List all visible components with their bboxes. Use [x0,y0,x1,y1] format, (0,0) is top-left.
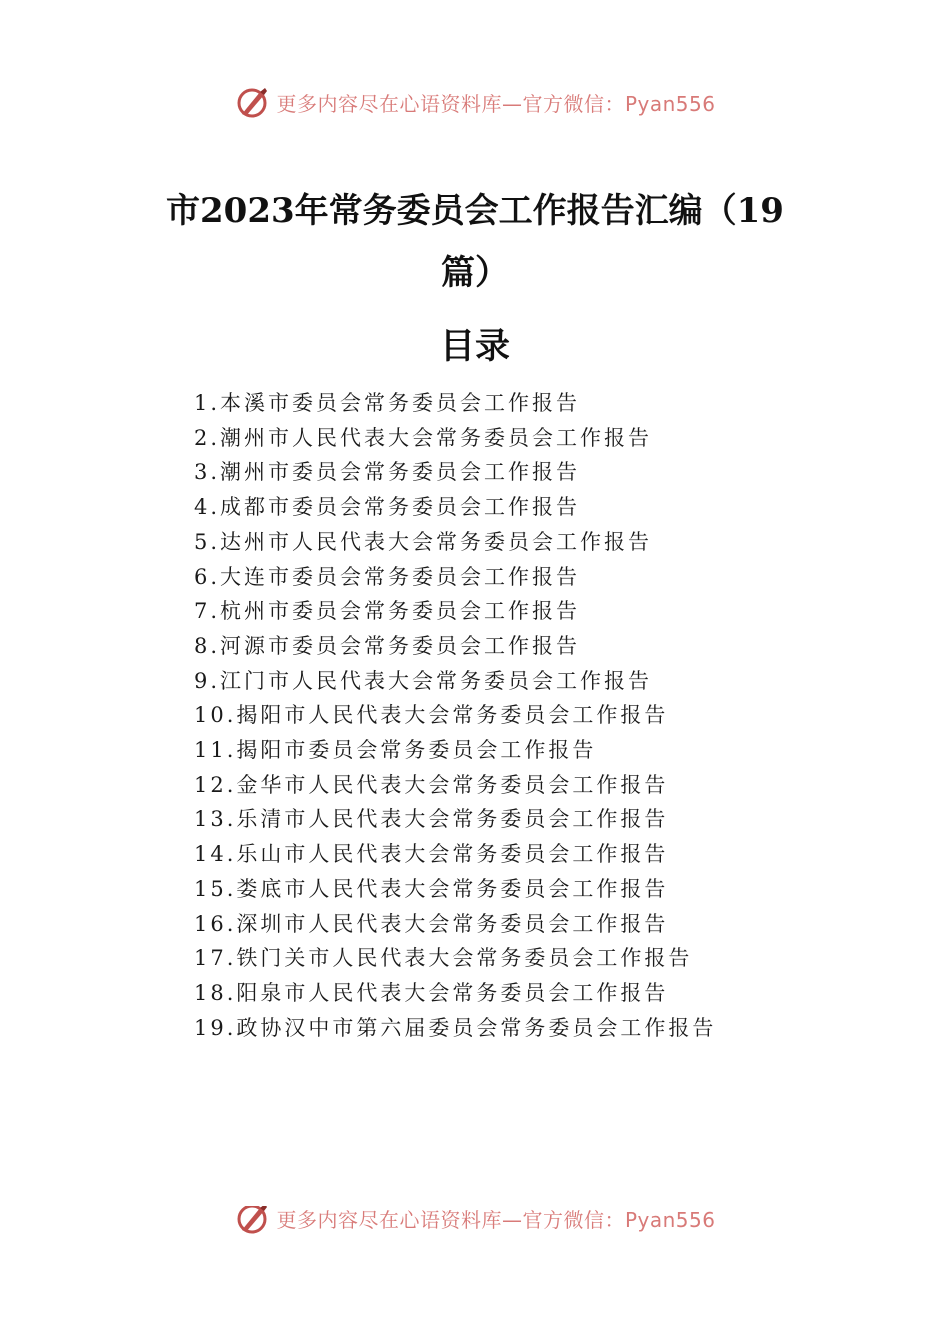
header-banner [0,84,950,120]
toc-item[interactable]: 19.政协汉中市第六届委员会常务委员会工作报告 [194,1015,717,1040]
toc-heading: 目录 [439,326,510,367]
toc-item[interactable]: 16.深圳市人民代表大会常务委员会工作报告 [194,911,669,936]
toc-item[interactable]: 12.金华市人民代表大会常务委员会工作报告 [194,772,669,797]
toc-item[interactable]: 5.达州市人民代表大会常务委员会工作报告 [194,529,653,554]
footer-banner [0,1206,950,1242]
table-of-contents [194,386,716,1045]
toc-item[interactable]: 15.娄底市人民代表大会常务委员会工作报告 [194,876,669,901]
toc-item[interactable]: 18.阳泉市人民代表大会常务委员会工作报告 [194,980,669,1005]
toc-item[interactable]: 1.本溪市委员会常务委员会工作报告 [194,391,581,415]
toc-item[interactable]: 17.铁门关市人民代表大会常务委员会工作报告 [194,946,693,971]
toc-item[interactable]: 7.杭州市委员会常务委员会工作报告 [194,599,581,624]
toc-item[interactable]: 8.河源市委员会常务委员会工作报告 [194,633,581,658]
toc-item[interactable]: 2.潮州市人民代表大会常务委员会工作报告 [194,425,653,450]
pen-logo-icon [234,84,270,120]
pen-logo-icon [234,1206,270,1236]
toc-item[interactable]: 4.成都市委员会常务委员会工作报告 [194,495,581,520]
footer-banner-text: 更多内容尽在心语资料库—官方微信：Pyan556 [276,1207,716,1232]
document-title [0,180,950,304]
toc-item[interactable]: 10.揭阳市人民代表大会常务委员会工作报告 [194,703,669,728]
toc-item[interactable]: 3.潮州市委员会常务委员会工作报告 [194,460,581,485]
toc-item[interactable]: 14.乐山市人民代表大会常务委员会工作报告 [194,842,669,867]
document-title-line1: 市2023年常务委员会工作报告汇编（19 [166,191,784,231]
document-title-line2: 篇） [441,253,509,293]
toc-item[interactable]: 13.乐清市人民代表大会常务委员会工作报告 [194,807,669,832]
toc-item[interactable]: 6.大连市委员会常务委员会工作报告 [194,564,581,589]
toc-item[interactable]: 9.江门市人民代表大会常务委员会工作报告 [194,668,653,693]
header-banner-text: 更多内容尽在心语资料库—官方微信：Pyan556 [276,91,716,116]
toc-item[interactable]: 11.揭阳市委员会常务委员会工作报告 [194,738,597,763]
